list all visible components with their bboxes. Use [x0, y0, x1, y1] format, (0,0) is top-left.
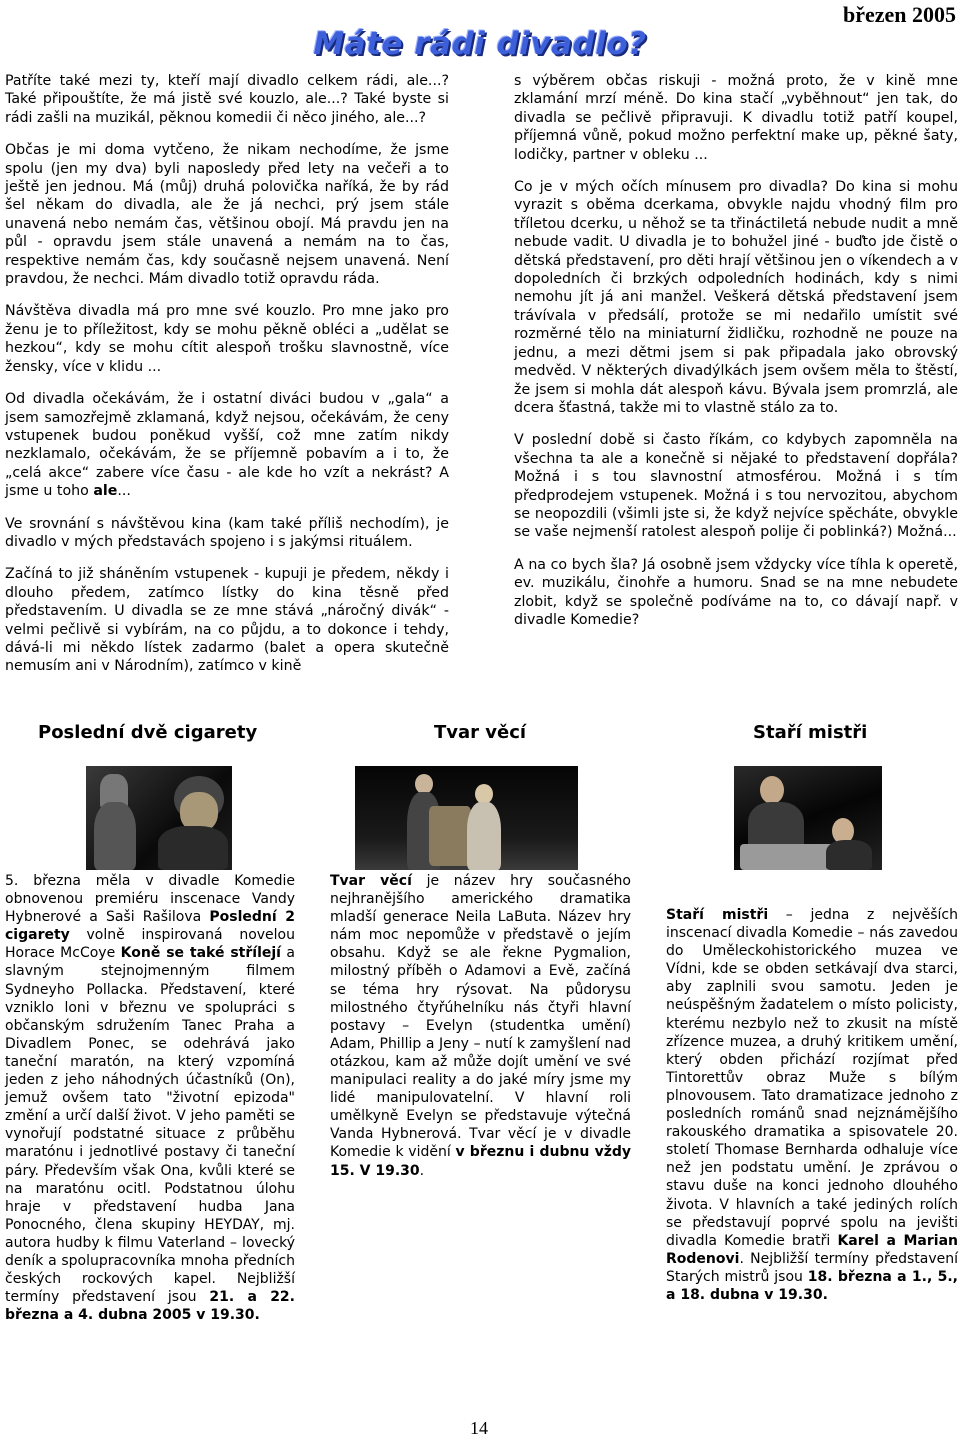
section-text-run: – jedna z nejvěších inscenací divadla Komedie – nás zavedou do Uměleckohistorického muzea ve Vídni, kde se obden setkávají dva starci, aby zaplnili svou samotu. Jeden je neúspěšným žadatelem o místo policisty, kterému nezbylo než to zkusit na místě zřízence muzea, a druhý kritikem umění, který obden přichází rozjímat před Tintorettův obraz Muže s bílým plnovousem. Tato dramatizace jednoho z posledních románů snad nejznámějšího rakouského dramatika a spisovatele 20. století Thomase Bernharda odhaluje více než jen podstatu umění. Je zprávou o stavu duše na konci jednoho dlouhého života. V hlavních a také jediných rolích se představují poprvé spolu na jevišti divadla Komedie bratři	[666, 907, 958, 1249]
photo-stari-mistri	[734, 766, 882, 870]
section-paragraph	[330, 872, 631, 1180]
section-bold-text: 21. a 22. března a 4. dubna 2005 v 19.30.	[5, 1289, 295, 1324]
article-paragraph: Občas je mi doma vytčeno, že nikam nechodíme, že jsme spolu (jen my dva) byli naposledy před lety na večeři a to ještě jen jednou. Má (můj) druhá polovička naříká, že by rád šel někam do divadla, ale že já nechci, prý jsem stále unavená nebo nemám čas, většinou obojí. Má pravdu jen na půl - opravdu jsem stále unavená a nemám na to čas, respektive nemám čas, kdy současně nejsem unavená. Není pravdou, že nechci. Mám divadlo totiž opravdu ráda.	[5, 142, 449, 288]
article-left-column	[5, 72, 449, 690]
page-title: Máte rádi divadlo?	[313, 26, 647, 62]
section-text-tvar-veci	[330, 872, 631, 1180]
page-number: 14	[470, 1418, 488, 1438]
article-right-column	[514, 72, 958, 643]
photo-posledni-dve-cigarety	[86, 766, 232, 870]
section-heading-tvar-veci: Tvar věcí	[434, 722, 527, 743]
section-bold-text: 18. března a 1., 5., a 18. dubna v 19.30.	[666, 1268, 958, 1303]
section-heading-posledni-dve-cigarety: Poslední dvě cigarety	[38, 722, 258, 743]
article-paragraph: Začíná to již sháněním vstupenek - kupuji je předem, někdy i dlouho předem, zatímco lístky do kina těsně před představením. U divadla se ze mne stává „náročný divák“ - velmi pečlivě si vybírám, na co půjdu, a to dokonce i tehdy, dává-li mi někdo lístek zadarmo (balet a opera skutečně nemusím ani v Národním), zatímco v kině	[5, 566, 449, 675]
section-text-run: je název hry současného nejhranějšího amerického dramatika mladší generace Neila LaButa. Název hry nám moc nepomůže v představě o jejím obsahu. Když se ale řekne Pygmalion, milostný příběh o Adamovi a Evě, začíná se téma hry rýsovat. Na půdorysu milostného čtyřúhelníku nás čtyři hlavní postavy – Evelyn (studentka umění) Adam, Phillip a Jeny – nutí k zamyšlení nad otázkou, kam až může dojít umění ve své manipulaci reality a do jaké míry jsme my lidé manipulovatelní. V hlavní roli umělkyně Evelyn se představuje výtečná Vanda Hybnerová. Tvar věcí je v divadle Komedie k vidění	[330, 873, 631, 1161]
section-text	[330, 873, 631, 1179]
article-paragraph: V poslední době si často říkám, co kdybych zapomněla na všechna ta ale a konečně si nějaké to představení dopřála? Možná i s tou slavnostní atmosférou. Možná i s tím předprodejem vstupenek. Možná i s tou nervozitou, abychom se neopozdili (všimli jste si, že když nejvíce spěcháte, obvykle se vaše nejmenší ratolest alespoň polije či poblinká?) Možná...	[514, 432, 958, 541]
section-text-stari-mistri	[666, 906, 958, 1304]
section-paragraph	[666, 906, 958, 1304]
article-paragraph: A na co bych šla? Já osobně jsem vždycky více tíhla k operetě, ev. muzikálu, činohře a humoru. Snad se na mne nebudete zlobit, když se společně podíváme na to, co dávají např. v divadle Komedie?	[514, 556, 958, 628]
article-paragraph: Ve srovnání s návštěvou kina (kam také příliš nechodím), je divadlo v mých představách spojeno i s jakýmsi rituálem.	[5, 515, 449, 550]
article-paragraph: Patříte také mezi ty, kteří mají divadlo celkem rádi, ale...? Také připouštíte, že má jistě své kouzlo, ale...? Také byste si rádi zašli na muzikál, pěknou komedii či něco jiného, ale...?	[5, 73, 449, 126]
article-ellipsis: ...	[117, 483, 131, 500]
section-bold-text: Tvar věcí	[330, 873, 412, 889]
photo-tvar-veci	[355, 766, 578, 870]
article-paragraph: Návštěva divadla má pro mne své kouzlo. Pro mne jako pro ženu je to příležitost, kdy se mohu pěkně obléci a „udělat se hezkou“, kdy se mohu cítit alespoň trošku slavnostně, více žensky, více v klidu ...	[5, 303, 449, 375]
section-bold-text: Poslední 2 cigarety	[5, 909, 295, 944]
section-heading-stari-mistri: Staří mistři	[753, 722, 868, 743]
section-bold-text: Staří mistři	[666, 907, 769, 923]
section-paragraph	[5, 872, 295, 1324]
section-text-run: a slavným stejnojmenným filmem Sydneyho Pollacka. Představení, které vzniklo loni v březnu ve spolupráci s občanským sdružením Tanec Praha a Divadlem Ponec, se odehrává jako taneční maratón, na který vzpomíná jeden z jeho náhodných účastníků (On), jemuž ovšem tato "životní epizoda" změní a určí další život. V jeho paměti se vynořují podstatné situace z průběhu maratónu i jednotlivé postavy či taneční páry. Především však Ona, kvůli které se na maratónu ocitl. Podstatnou úlohu hraje v představení hudba Jana Ponocného, člena skupiny HEYDAY, mj. autora hudby k filmu Vaterland – lovecký deník a spolupracovníka mnoha předních českých rockových kapel. Nejbližší termíny představení jsou	[5, 945, 296, 1306]
section-text	[5, 873, 295, 1323]
section-text-run: .	[419, 1162, 425, 1179]
section-bold-text: v březnu i dubnu vždy 15. V 19.30	[330, 1144, 631, 1179]
article-text: Od divadla očekávám, že i ostatní diváci budou v „gala“ a jsem samozřejmě zklamaná, když nejsou, očekávám, že ceny vstupenek budou poněkud vyšší, což mne zatím nikdy nezklamalo, očekávám, že se příjemně pobavím a i to, že „celá akce“ zabere více času - ale kde ho vzít a nekrást? A jsme u toho	[5, 391, 449, 500]
section-text	[666, 907, 958, 1303]
issue-date: březen 2005	[842, 2, 956, 27]
section-bold-text: Karel a Marian Rodenovi	[666, 1232, 958, 1267]
section-text-run: . Nejbližší termíny představení Starých mistrů jsou	[666, 1250, 958, 1285]
article-paragraph: Co je v mých očích mínusem pro divadla? Do kina si mohu vyrazit s oběma dcerkama, obvykle najdu vhodný film pro tříletou dcerku, u něhož se ta třináctiletá nebude nudit a mně nebude vadit. U divadla je to bohužel jiné - buďto jde čistě o dětská představení, pro děti hrají většinou jen o víkendech a v dopoledních či brzkých odpoledních hodinách, kdy s nimi nemohu jít já ani manžel. Veškerá dětská představení jsem trávívala v předsálí, protože se mi nedařilo umístit své rozměrné tělo na miniaturní židličku, rozhodně ne pouze na jednu, a mezi dětmi jsem si pak připadala jako obrovský medvěd. V některých divadýlkách jsem ovšem měla to štěstí, že jsem si mohla dát alespoň kávu. Bývala jsem promrzlá, ale dcera šťastná, takže mi to vlastně stálo za to.	[514, 179, 958, 416]
article-bold-word: ale	[93, 483, 118, 500]
article-paragraph	[5, 390, 449, 500]
article-paragraph: s výběrem občas riskuji - možná proto, že v kině mne zklamání mrzí méně. Do kina stačí „vyběhnout“ jen tak, do divadla se pečlivě připravuji. K divadlu totiž patří koupel, příjemná vůně, pokud možno perfektní make up, pěkné šaty, lodičky, partner v obleku ...	[514, 73, 958, 163]
section-bold-text: Koně se také střílejí	[120, 945, 281, 962]
section-text-posledni-dve-cigarety	[5, 872, 295, 1324]
section-text-run: 5. března měla v divadle Komedie obnovenou premiéru inscenace Vandy Hybnerové a Saši Rašilova	[5, 873, 295, 926]
section-text-run: volně inspirovaná novelou Horace McCoye	[5, 927, 295, 962]
